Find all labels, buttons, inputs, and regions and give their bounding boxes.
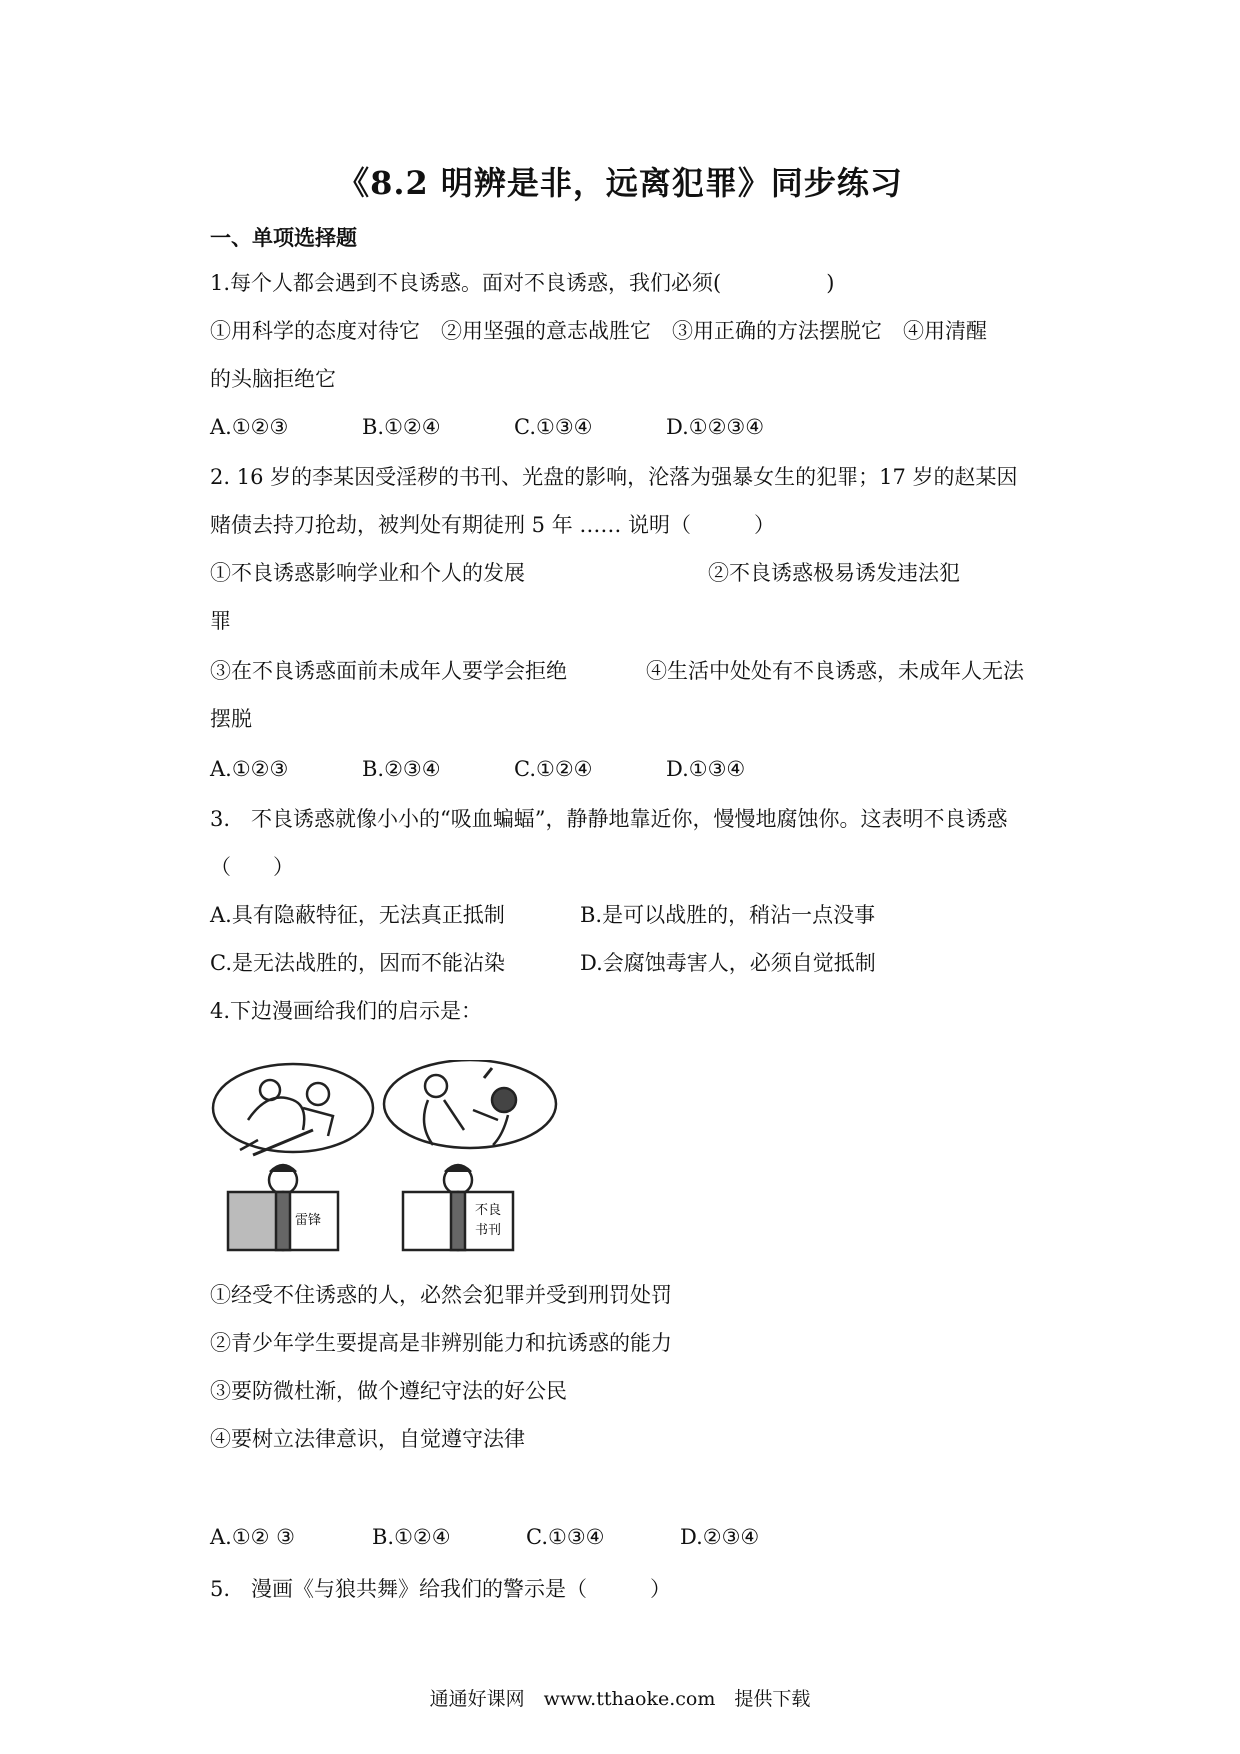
q4-option-c: C.①③④ <box>526 1525 605 1549</box>
q2-stem-cont: 赌债去持刀抢劫，被判处有期徒刑 5 年 …… 说明（ ） <box>210 513 776 537</box>
page-footer: 通通好课网 www.tthaoke.com 提供下载 <box>429 1688 811 1710</box>
q4-option-a: A.①② ③ <box>210 1525 295 1549</box>
q2-statement-2: ②不良诱惑极易诱发违法犯 <box>708 561 960 585</box>
q2-statement-4: ④生活中处处有不良诱惑，未成年人无法 <box>646 659 1024 683</box>
page-title: 《8.2 明辨是非，远离犯罪》同步练习 <box>337 164 903 202</box>
q3-option-c: C.是无法战胜的，因而不能沾染 <box>210 951 505 975</box>
q4-option-d: D.②③④ <box>680 1525 760 1549</box>
q4-stem: 4.下边漫画给我们的启示是： <box>210 999 483 1023</box>
section-heading: 一、单项选择题 <box>210 225 357 250</box>
q2-option-b: B.②③④ <box>362 757 441 781</box>
q1-stem: 1.每个人都会遇到不良诱惑。面对不良诱惑，我们必须( ) <box>210 271 835 295</box>
cartoon-illustration <box>208 1060 568 1260</box>
q1-option-c: C.①③④ <box>514 415 593 439</box>
q2-stem: 2. 16 岁的李某因受淫秽的书刊、光盘的影响，沦落为强暴女生的犯罪；17 岁的赵某因 <box>210 465 1018 489</box>
q1-option-b: B.①②④ <box>362 415 441 439</box>
q3-option-d: D.会腐蚀毒害人，必须自觉抵制 <box>580 951 876 975</box>
q2-statement-4-cont: 摆脱 <box>210 707 252 731</box>
q3-option-b: B.是可以战胜的，稍沾一点没事 <box>580 903 876 927</box>
q2-option-c: C.①②④ <box>514 757 593 781</box>
q3-stem-cont: （ ） <box>210 855 294 879</box>
q1-option-a: A.①②③ <box>210 415 289 439</box>
q2-statement-3: ③在不良诱惑面前未成年人要学会拒绝 <box>210 659 567 683</box>
cartoon-panel-violence <box>384 1060 556 1148</box>
q4-statement-1: ①经受不住诱惑的人，必然会犯罪并受到刑罚处罚 <box>210 1283 672 1307</box>
q3-option-a: A.具有隐蔽特征，无法真正抵制 <box>210 903 505 927</box>
q1-statements-cont: 的头脑拒绝它 <box>210 367 336 391</box>
q1-statements: ①用科学的态度对待它 ②用坚强的意志战胜它 ③用正确的方法摆脱它 ④用清醒 <box>210 319 987 343</box>
q4-statement-2: ②青少年学生要提高是非辨别能力和抗诱惑的能力 <box>210 1331 672 1355</box>
q4-statement-3: ③要防微杜渐，做个遵纪守法的好公民 <box>210 1379 567 1403</box>
cartoon-book-label-1: 雷锋 <box>294 1213 322 1228</box>
q1-option-d: D.①②③④ <box>666 415 765 439</box>
q2-option-d: D.①③④ <box>666 757 746 781</box>
cartoon-book-label-2a: 不良 <box>474 1203 502 1218</box>
q4-statement-4: ④要树立法律意识，自觉遵守法律 <box>210 1427 525 1451</box>
q5-stem: 5. 漫画《与狼共舞》给我们的警示是（ ） <box>210 1577 672 1601</box>
q2-statement-2-cont: 罪 <box>210 609 231 633</box>
q4-option-b: B.①②④ <box>372 1525 451 1549</box>
cartoon-book-label-2b: 书刊 <box>474 1223 502 1238</box>
q3-stem: 3. 不良诱惑就像小小的“吸血蝙蝠”，静静地靠近你，慢慢地腐蚀你。这表明不良诱惑 <box>210 807 1008 831</box>
q2-statement-1: ①不良诱惑影响学业和个人的发展 <box>210 561 525 585</box>
q2-option-a: A.①②③ <box>210 757 289 781</box>
